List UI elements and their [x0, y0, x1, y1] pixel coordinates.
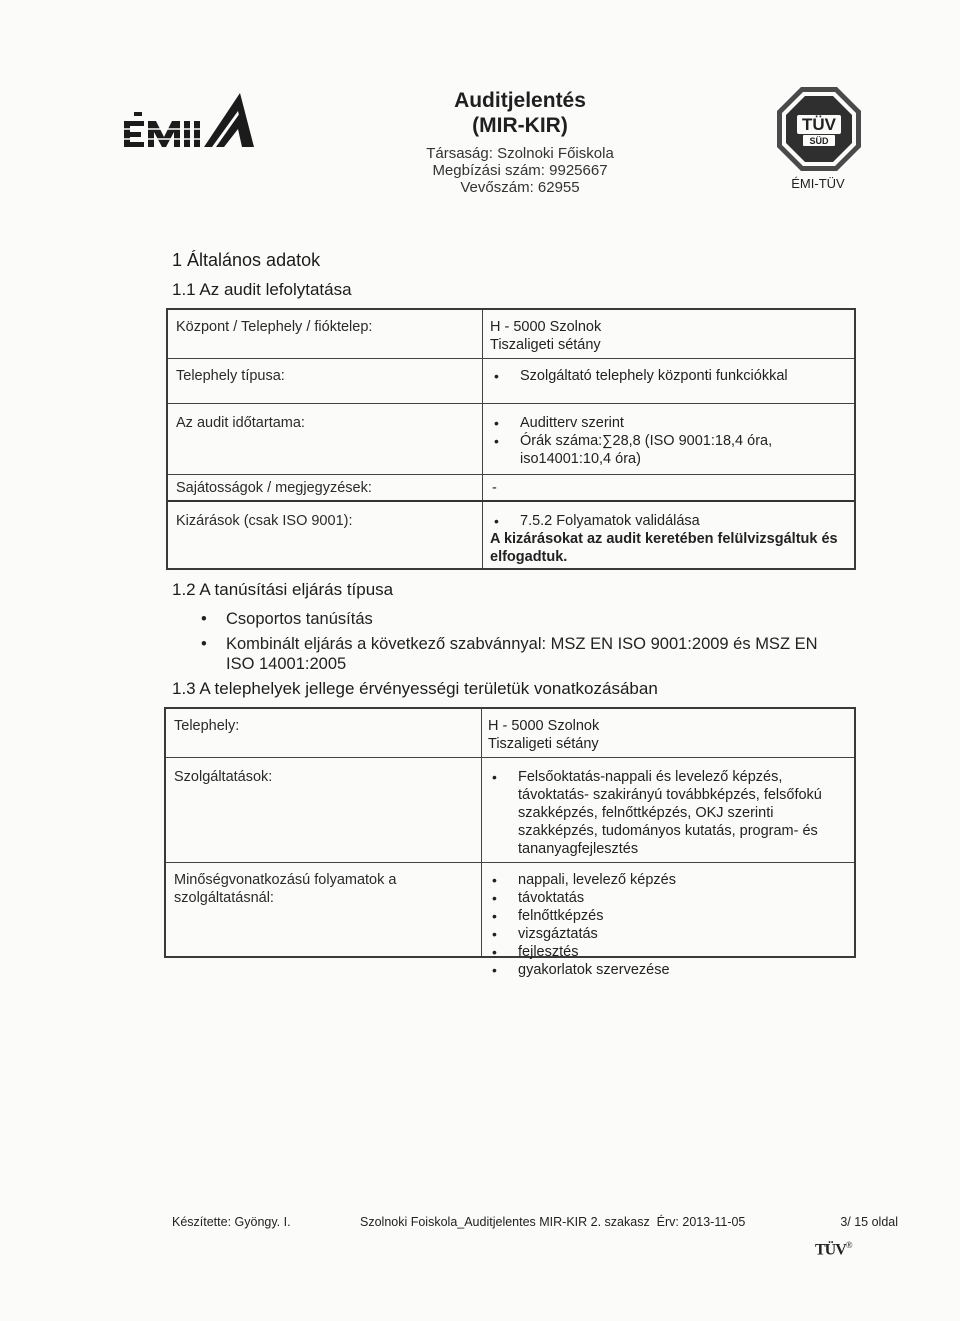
- company-line: Társaság: Szolnoki Főiskola: [426, 145, 614, 162]
- footer-page-number: 3/ 15 oldal: [840, 1215, 898, 1229]
- address-line-1: H - 5000 Szolnok: [490, 319, 602, 335]
- section-heading-1-2: 1.2 A tanúsítási eljárás típusa: [172, 580, 394, 599]
- table-row: [168, 474, 854, 501]
- tuv-badge-text: TÜV: [802, 115, 836, 134]
- row-value: [488, 871, 676, 979]
- list-item: • fejlesztés: [488, 943, 676, 961]
- list-item: • távoktatás: [488, 889, 676, 907]
- row-label: Az audit időtartama:: [176, 415, 305, 431]
- report-subtitle: (MIR-KIR): [472, 114, 568, 137]
- exclusion-list: [490, 512, 845, 530]
- site-table: [164, 707, 856, 978]
- list-item: • Auditterv szerint: [490, 414, 810, 432]
- row-value: -: [492, 480, 497, 496]
- footer-valid-date: Érv: 2013-11-05: [656, 1215, 746, 1229]
- list-item: • Csoportos tanúsítás: [196, 609, 836, 629]
- row-value: [490, 318, 601, 354]
- row-value: [490, 512, 845, 566]
- row-value: [488, 768, 838, 858]
- list-item: • nappali, levelező képzés: [488, 871, 676, 889]
- row-label: Sajátosságok / megjegyzések:: [176, 480, 372, 496]
- row-label: Minőségvonatkozású folyamatok a szolgáltatásnál:: [174, 872, 397, 906]
- table-row: [168, 500, 854, 570]
- list-item: • gyakorlatok szervezése: [488, 961, 676, 979]
- address-line-1: H - 5000 Szolnok: [488, 718, 600, 734]
- sud-badge-text: SÜD: [809, 136, 829, 146]
- footer-tuv-logo: [815, 1240, 852, 1259]
- address-line-2: Tiszaligeti sétány: [490, 337, 601, 353]
- table-row: [166, 757, 854, 863]
- tuv-sud-badge: [775, 85, 863, 173]
- address-line-2: Tiszaligeti sétány: [488, 736, 599, 752]
- badge-caption: ÉMI-TÜV: [791, 176, 845, 191]
- footer-author: Készítette: Gyöngy. I.: [172, 1215, 291, 1229]
- list-item: • Órák száma:∑28,8 (ISO 9001:18,4 óra, iso14001:10,4 óra): [490, 432, 810, 468]
- section-heading-1-3: 1.3 A telephelyek jellege érvényességi területük vonatkozásában: [172, 679, 658, 698]
- table-row: [166, 709, 854, 757]
- row-label: Kizárások (csak ISO 9001):: [176, 513, 353, 529]
- footer-document: [360, 1215, 745, 1229]
- row-value: [490, 414, 810, 468]
- row-label: Központ / Telephely / fióktelep:: [176, 319, 373, 335]
- section-heading-1-1: 1.1 Az audit lefolytatása: [172, 280, 352, 299]
- footer-logo-text: TÜV: [815, 1241, 846, 1259]
- section-heading-1: 1 Általános adatok: [172, 250, 321, 270]
- report-header: [360, 88, 680, 196]
- list-item: • 7.5.2 Folyamatok validálása: [490, 512, 845, 530]
- certification-type-list: [196, 609, 836, 679]
- row-label: Telephely típusa:: [176, 368, 285, 384]
- registered-mark: ®: [845, 1240, 852, 1250]
- row-value: [488, 717, 599, 753]
- table-row: [168, 403, 854, 475]
- report-title: Auditjelentés: [454, 89, 586, 112]
- row-value: [490, 367, 788, 385]
- list-item: • felnőttképzés: [488, 907, 676, 925]
- row-label: Szolgáltatások:: [174, 769, 273, 785]
- list-item: • Kombinált eljárás a következő szabvánnyal: MSZ EN ISO 9001:2009 és MSZ EN ISO 14001:2005: [196, 634, 836, 674]
- table-row: [168, 310, 854, 358]
- emi-logo: [122, 85, 254, 155]
- audit-info-table: [166, 308, 856, 570]
- order-number: Megbízási szám: 9925667: [432, 162, 608, 179]
- footer-document-name: Szolnoki Foiskola_Auditjelentes MIR-KIR 2. szakasz: [360, 1215, 650, 1229]
- customer-number: Vevőszám: 62955: [460, 179, 580, 196]
- list-item: • vizsgáztatás: [488, 925, 676, 943]
- table-row: [166, 862, 854, 978]
- table-row: [168, 358, 854, 404]
- list-item: • Felsőoktatás-nappali és levelező képzés, távoktatás- szakirányú továbbképzés, felsőfokú szakképzés, felnőttképzés, OKJ szerinti szakképzés, tudományos kutatás, program- és tananyagfejlesztés: [488, 768, 838, 858]
- row-label: Telephely:: [174, 718, 240, 734]
- exclusion-note: A kizárásokat az audit keretében felülvizsgáltuk és elfogadtuk.: [490, 531, 838, 565]
- list-item: • Szolgáltató telephely központi funkciókkal: [490, 367, 788, 385]
